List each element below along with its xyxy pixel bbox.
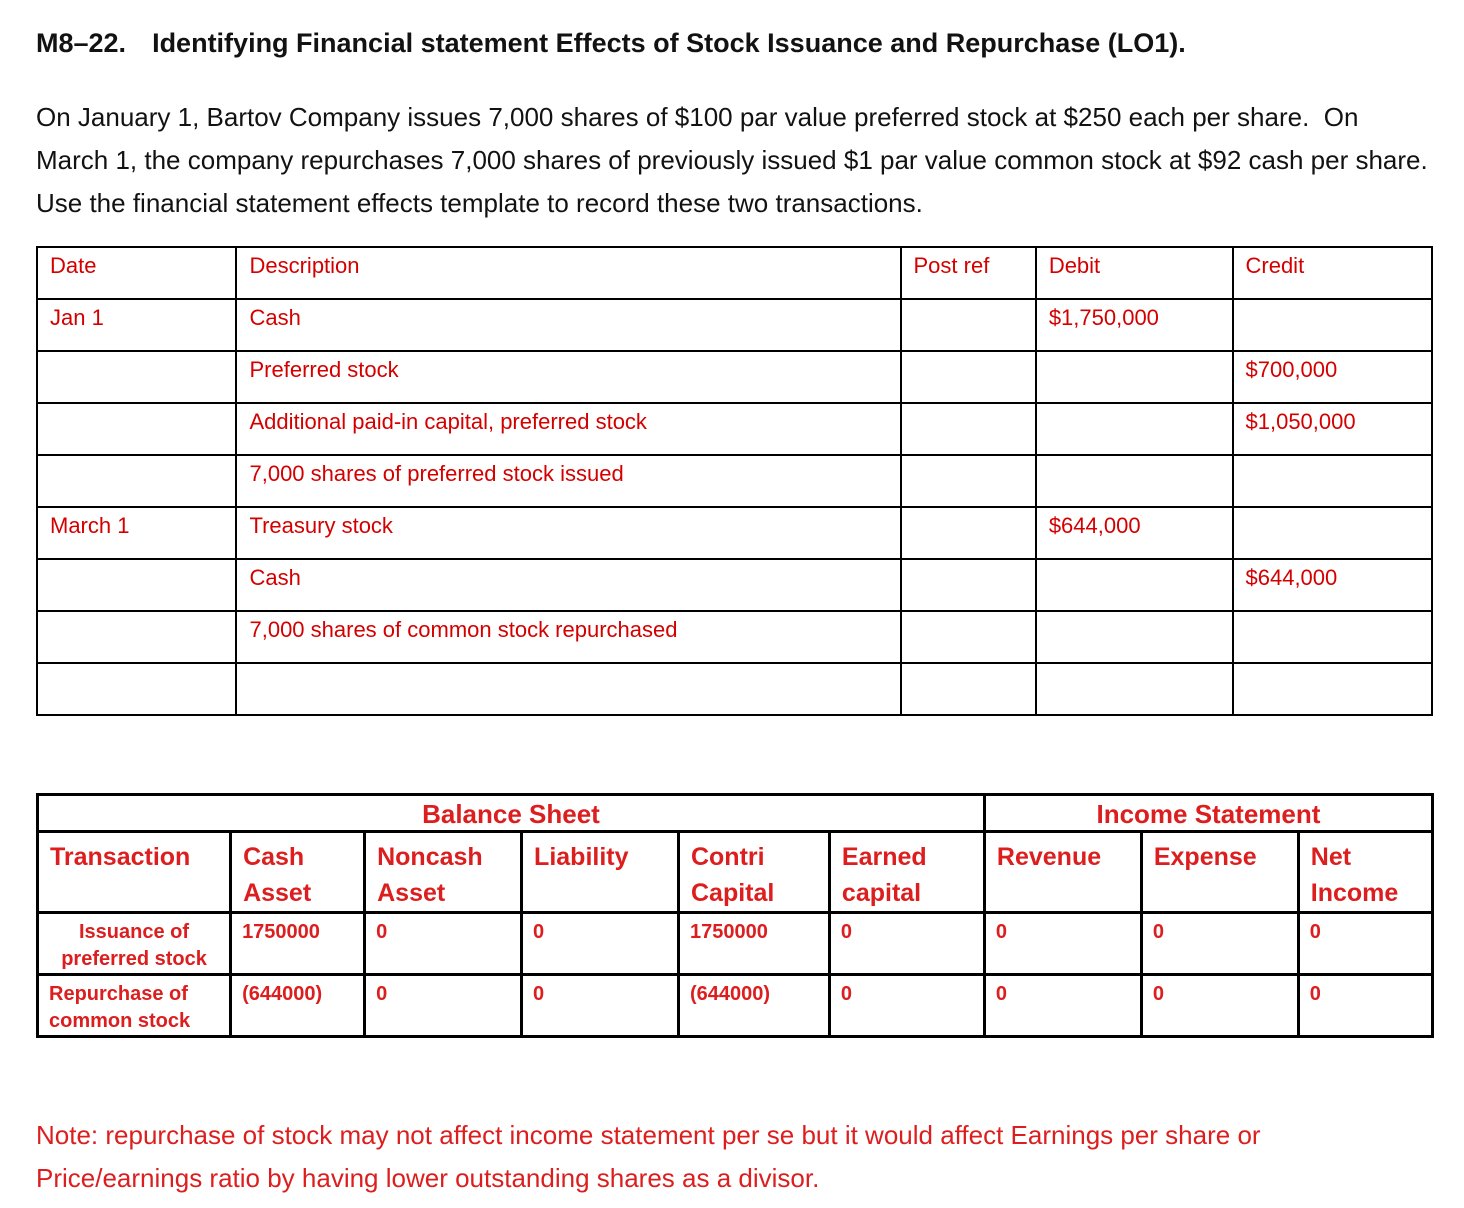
journal-cell-description: 7,000 shares of common stock repurchased — [236, 611, 900, 663]
journal-cell-description: Cash — [236, 559, 900, 611]
journal-cell-description: Preferred stock — [236, 351, 900, 403]
problem-number: M8–22. — [36, 28, 127, 58]
journal-cell-debit — [1036, 611, 1233, 663]
table-row — [38, 975, 1433, 1037]
journal-cell-debit — [1036, 403, 1233, 455]
problem-title — [36, 26, 1431, 60]
journal-cell-date — [37, 663, 236, 715]
journal-cell-debit — [1036, 455, 1233, 507]
note-text: Note: repurchase of stock may not affect income statement per se but it would affect Earnings per share or Price/earnings ratio by having lower outstanding shares as a divisor. — [36, 1120, 1268, 1193]
effects-cell-net-income: 0 — [1298, 913, 1432, 975]
journal-cell-postref — [901, 663, 1036, 715]
journal-cell-credit: $644,000 — [1233, 559, 1433, 611]
journal-cell-debit: $1,750,000 — [1036, 299, 1233, 351]
journal-cell-credit: $700,000 — [1233, 351, 1433, 403]
effects-header-earned-capital: Earned capital — [829, 832, 984, 913]
journal-cell-credit: $1,050,000 — [1233, 403, 1433, 455]
effects-group-header-row — [38, 795, 1433, 832]
effects-cell-contri-capital: 1750000 — [678, 913, 829, 975]
table-row — [37, 351, 1432, 403]
journal-cell-postref — [901, 403, 1036, 455]
journal-cell-description — [236, 663, 900, 715]
journal-cell-postref — [901, 299, 1036, 351]
journal-cell-debit — [1036, 663, 1233, 715]
effects-cell-cash-asset: (644000) — [231, 975, 365, 1037]
balance-sheet-header: Balance Sheet — [38, 795, 985, 832]
journal-cell-credit — [1233, 663, 1433, 715]
journal-cell-postref — [901, 559, 1036, 611]
journal-cell-credit — [1233, 507, 1433, 559]
journal-cell-postref — [901, 455, 1036, 507]
journal-cell-postref — [901, 507, 1036, 559]
effects-header-contri-capital: Contri Capital — [678, 832, 829, 913]
effects-cell-revenue: 0 — [984, 913, 1141, 975]
effects-column-header-row — [38, 832, 1433, 913]
journal-header-postref: Post ref — [901, 247, 1036, 299]
journal-cell-date — [37, 559, 236, 611]
journal-cell-date — [37, 403, 236, 455]
table-row — [37, 611, 1432, 663]
problem-title-text: Identifying Financial statement Effects of Stock Issuance and Repurchase (LO1). — [152, 28, 1186, 58]
effects-cell-net-income: 0 — [1298, 975, 1432, 1037]
journal-cell-date: Jan 1 — [37, 299, 236, 351]
effects-cell-liability: 0 — [522, 975, 679, 1037]
effects-cell-expense: 0 — [1141, 975, 1298, 1037]
effects-cell-transaction: Repurchase of common stock — [38, 975, 231, 1037]
effects-cell-noncash-asset: 0 — [365, 913, 522, 975]
effects-cell-expense: 0 — [1141, 913, 1298, 975]
journal-header-credit: Credit — [1233, 247, 1433, 299]
effects-header-liability: Liability — [522, 832, 679, 913]
effects-header-transaction: Transaction — [38, 832, 231, 913]
journal-cell-postref — [901, 351, 1036, 403]
table-row — [37, 507, 1432, 559]
effects-cell-earned-capital: 0 — [829, 913, 984, 975]
journal-cell-date — [37, 455, 236, 507]
journal-cell-postref — [901, 611, 1036, 663]
effects-header-net-income: Net Income — [1298, 832, 1432, 913]
effects-cell-contri-capital: (644000) — [678, 975, 829, 1037]
table-row — [38, 913, 1433, 975]
effects-cell-revenue: 0 — [984, 975, 1141, 1037]
journal-header-description: Description — [236, 247, 900, 299]
journal-cell-description: Additional paid-in capital, preferred stock — [236, 403, 900, 455]
journal-cell-description: Cash — [236, 299, 900, 351]
journal-header-date: Date — [37, 247, 236, 299]
table-row — [37, 559, 1432, 611]
financial-effects-table — [36, 793, 1434, 1038]
journal-cell-debit — [1036, 559, 1233, 611]
table-row — [37, 299, 1432, 351]
income-statement-header: Income Statement — [984, 795, 1432, 832]
effects-header-noncash-asset: Noncash Asset — [365, 832, 522, 913]
effects-cell-cash-asset: 1750000 — [231, 913, 365, 975]
effects-header-expense: Expense — [1141, 832, 1298, 913]
table-row — [37, 455, 1432, 507]
journal-cell-debit — [1036, 351, 1233, 403]
problem-statement: On January 1, Bartov Company issues 7,000 shares of $100 par value preferred stock at $250 each per share. On March 1, the company repurchases 7,000 shares of previously issued $1 par value common stock at $92 cash per share. Use the financial statement effects template to record these two transactions. — [36, 102, 1443, 218]
effects-header-cash-asset: Cash Asset — [231, 832, 365, 913]
effects-cell-transaction: Issuance of preferred stock — [38, 913, 231, 975]
journal-header-row — [37, 247, 1432, 299]
journal-cell-description: 7,000 shares of preferred stock issued — [236, 455, 900, 507]
table-row — [37, 663, 1432, 715]
effects-cell-noncash-asset: 0 — [365, 975, 522, 1037]
journal-cell-debit: $644,000 — [1036, 507, 1233, 559]
journal-entry-table — [36, 246, 1433, 716]
effects-header-revenue: Revenue — [984, 832, 1141, 913]
journal-cell-description: Treasury stock — [236, 507, 900, 559]
journal-cell-credit — [1233, 455, 1433, 507]
journal-cell-date — [37, 351, 236, 403]
effects-cell-earned-capital: 0 — [829, 975, 984, 1037]
journal-cell-date — [37, 611, 236, 663]
journal-header-debit: Debit — [1036, 247, 1233, 299]
journal-cell-credit — [1233, 299, 1433, 351]
journal-cell-date: March 1 — [37, 507, 236, 559]
table-row — [37, 403, 1432, 455]
effects-cell-liability: 0 — [522, 913, 679, 975]
journal-cell-credit — [1233, 611, 1433, 663]
